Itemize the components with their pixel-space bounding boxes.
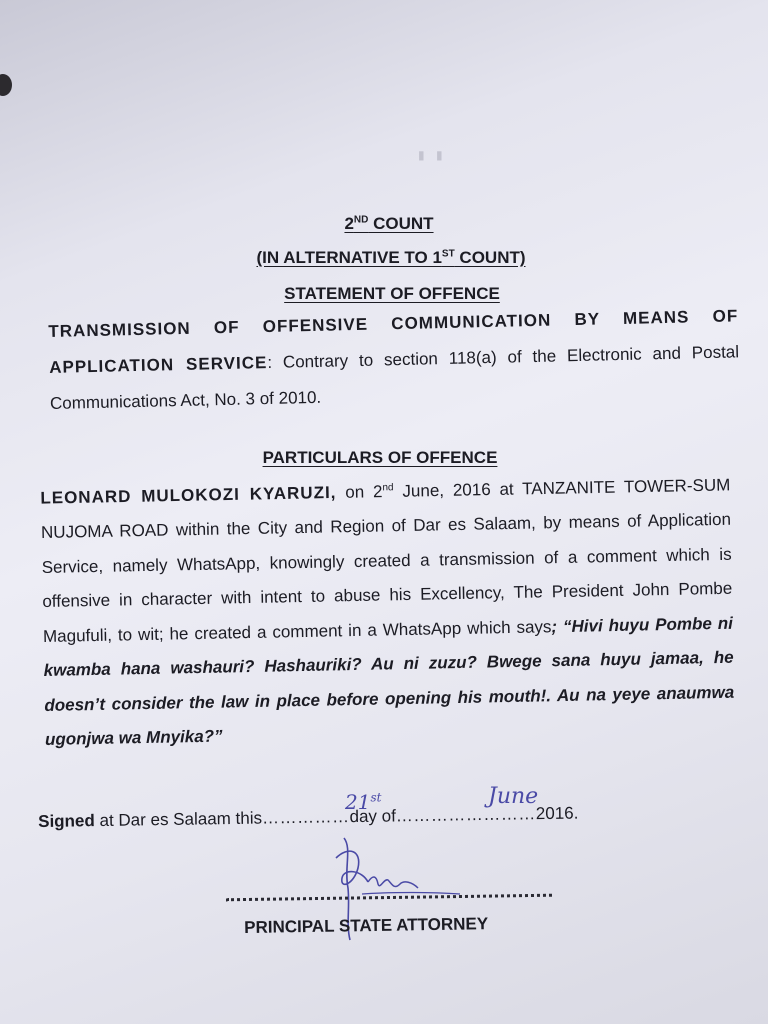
particulars-heading: PARTICULARS OF OFFENCE	[262, 448, 498, 467]
offence-title: TRANSMISSION OF OFFENSIVE COMMUNICATION BY MEANS OF APPLICATION SERVICE	[48, 306, 739, 377]
handwritten-day: 21st	[345, 790, 382, 814]
particulars-body: June, 2016 at TANZANITE TOWER-SUM NUJOMA ROAD within the City and Region of Dar es Salaam, by means of Application Service, namely WhatsApp, knowingly created a transmission of a comment which is offensive in character with intent to abuse his Excellency, The President John Pombe Magufuli, to wit; he created a comment in a WhatsApp which says	[40, 475, 733, 646]
offence-statute: : Contrary to section 118(a) of the Electronic and Postal Communications Act, No. 3 of 2010.	[49, 342, 740, 413]
handwritten-month: June	[488, 784, 539, 809]
count-heading: 2ND COUNT	[344, 214, 434, 233]
alternative-heading: (IN ALTERNATIVE TO 1ST COUNT)	[256, 248, 526, 267]
particulars-of-offence: LEONARD MULOKOZI KYARUZI, on 2nd June, 2016 at TANZANITE TOWER-SUM NUJOMA ROAD within the City and Region of Dar es Salaam, by means of Application Service, namely WhatsApp, knowingly created a transmission of a comment which is offensive in character with intent to abuse his Excellency, The President John Pombe Magufuli, to wit; he created a comment in a WhatsApp which says; “Hivi huyu Pombe ni kwamba hana washauri? Hashauriki? Au ni zuzu? Bwege sana huyu jamaa, he doesn’t consider the law in place before opening his mouth!. Au na yeye anaumwa ugonjwa wa Mnyika?”	[40, 475, 735, 750]
quoted-comment: ; “Hivi huyu Pombe ni kwamba hana washauri? Hashauriki? Au ni zuzu? Bwege sana huyu jamaa, he doesn’t consider the law in place before opening his mouth!. Au na yeye anaumwa ugonjwa wa Mnyika?”	[43, 613, 735, 750]
punch-hole	[0, 74, 12, 96]
signatory-title: PRINCIPAL STATE ATTORNEY	[244, 914, 489, 937]
statement-of-offence	[48, 298, 740, 422]
statement-heading: STATEMENT OF OFFENCE	[284, 284, 500, 303]
accused-name: LEONARD MULOKOZI KYARUZI,	[40, 482, 337, 508]
faint-mark: ▮ ▮	[418, 148, 447, 162]
signed-line: Signed at Dar es Salaam this……………day of……………………2016.	[38, 803, 579, 831]
